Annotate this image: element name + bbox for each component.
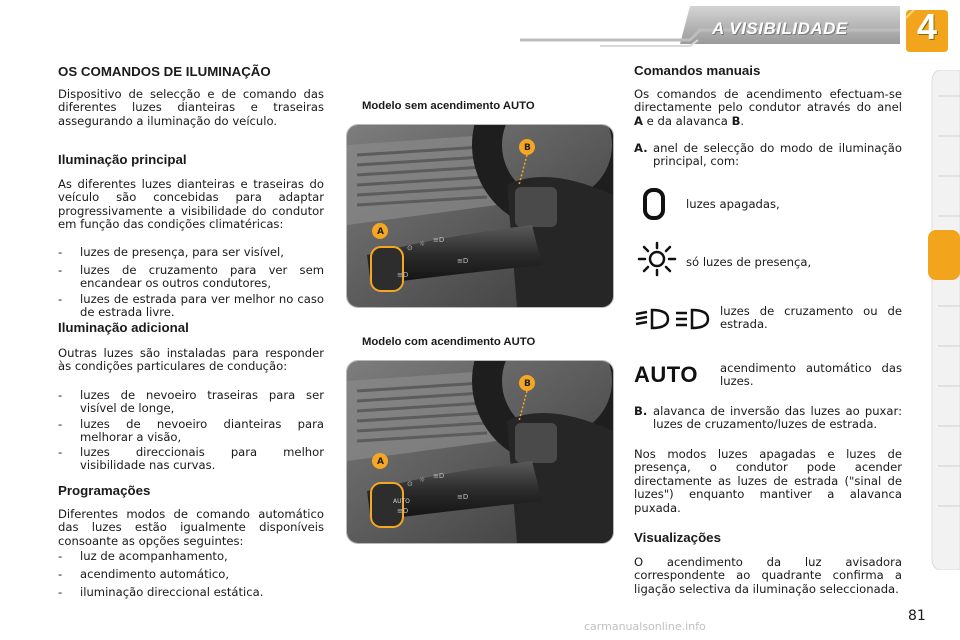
programacoes-text: Diferentes modos de comando automático das luzes estão igualmente disponíveis consoante as opções seguintes:: [58, 507, 324, 548]
principal-text: As diferentes luzes dianteiras e traseiras do veículo são concebidas para adaptar progressivamente a visibilidade do condutor em função das condições climatéricas:: [58, 177, 324, 232]
dipped-main-beam-icon: [634, 306, 712, 332]
caption-model-manual: Modelo sem acendimento AUTO: [362, 100, 535, 112]
sidelights-icon: [634, 240, 680, 278]
chapter-tabs: [928, 70, 960, 570]
icon-label: luzes apagadas,: [686, 197, 780, 211]
section-title: OS COMANDOS DE ILUMINAÇÃO: [58, 64, 271, 79]
svg-text:B: B: [524, 379, 531, 389]
watermark: carmanualsonline.info: [584, 620, 706, 633]
item-b: B. alavanca de inversão das luzes ao puxar: luzes de cruzamento/luzes de estrada.: [634, 404, 902, 432]
svg-text:≡D: ≡D: [397, 271, 409, 279]
heading-programacoes: Programações: [58, 483, 151, 498]
svg-text:⊙: ⊙: [407, 480, 413, 488]
icon-label: só luzes de presença,: [686, 255, 812, 269]
stalk-photo-auto: [346, 360, 614, 544]
list-item: - luzes de nevoeiro dianteiras para melhorar a visão,: [58, 417, 324, 445]
stalk-illustration-auto: [347, 361, 613, 543]
svg-text:≡D: ≡D: [457, 257, 469, 265]
intro-text: Dispositivo de selecção e de comando das diferentes luzes dianteiras e traseiras assegurando a iluminação do veículo.: [58, 87, 324, 128]
svg-text:≡D: ≡D: [433, 236, 445, 244]
light-off-icon: [640, 186, 670, 222]
svg-text:A: A: [377, 457, 384, 467]
svg-text:☼: ☼: [419, 476, 426, 484]
svg-text:≡D: ≡D: [433, 472, 445, 480]
heading-principal: Iluminação principal: [58, 152, 187, 167]
heading-adicional: Iluminação adicional: [58, 320, 189, 335]
svg-text:≡D: ≡D: [457, 493, 469, 501]
visual-text: O acendimento da luz avisadora correspondente ao quadrante confirma a ligação selectiva da iluminação seleccionada.: [634, 555, 902, 596]
list-item: - acendimento automático,: [58, 567, 230, 581]
list-item: - luzes de nevoeiro traseiras para ser visível de longe,: [58, 388, 324, 416]
chapter-title: A VISIBILIDADE: [712, 19, 848, 38]
icon-label: acendimento automático das luzes.: [720, 361, 902, 389]
manual-intro: Os comandos de acendimento efectuam-se directamente pelo condutor através do anel A e da alavanca B.: [634, 87, 902, 128]
list-item: - luzes direccionais para melhor visibilidade nas curvas.: [58, 445, 324, 473]
heading-visual: Visualizações: [634, 530, 721, 545]
adicional-text: Outras luzes são instaladas para responder às condições particulares de condução:: [58, 346, 324, 374]
svg-text:≡D: ≡D: [397, 507, 409, 515]
svg-text:⊙: ⊙: [407, 244, 413, 252]
stalk-illustration: [347, 125, 613, 307]
heading-manual-controls: Comandos manuais: [634, 63, 761, 78]
modes-text: Nos modos luzes apagadas e luzes de presença, o condutor pode acender directamente as luzes de estrada ("sinal de luzes") enquanto mantiver a alavanca puxada.: [634, 447, 902, 515]
svg-text:AUTO: AUTO: [393, 498, 410, 505]
list-item: - luzes de presença, para ser visível,: [58, 245, 284, 259]
chapter-number: 4: [916, 6, 938, 47]
auto-icon: AUTO: [634, 362, 698, 387]
svg-text:B: B: [524, 143, 531, 153]
svg-text:☼: ☼: [419, 240, 426, 248]
stalk-photo-manual: [346, 124, 614, 308]
list-item: - luzes de cruzamento para ver sem encandear os outros condutores,: [58, 263, 324, 291]
list-item: - luz de acompanhamento,: [58, 549, 228, 563]
page-number: 81: [908, 608, 926, 624]
caption-model-auto: Modelo com acendimento AUTO: [362, 336, 536, 348]
svg-text:A: A: [377, 227, 384, 237]
list-item: - iluminação direccional estática.: [58, 585, 264, 599]
item-a: A. anel de selecção do modo de iluminação principal, com:: [634, 141, 902, 169]
list-item: - luzes de estrada para ver melhor no caso de estrada livre.: [58, 292, 324, 320]
icon-label: luzes de cruzamento ou de estrada.: [720, 304, 902, 332]
